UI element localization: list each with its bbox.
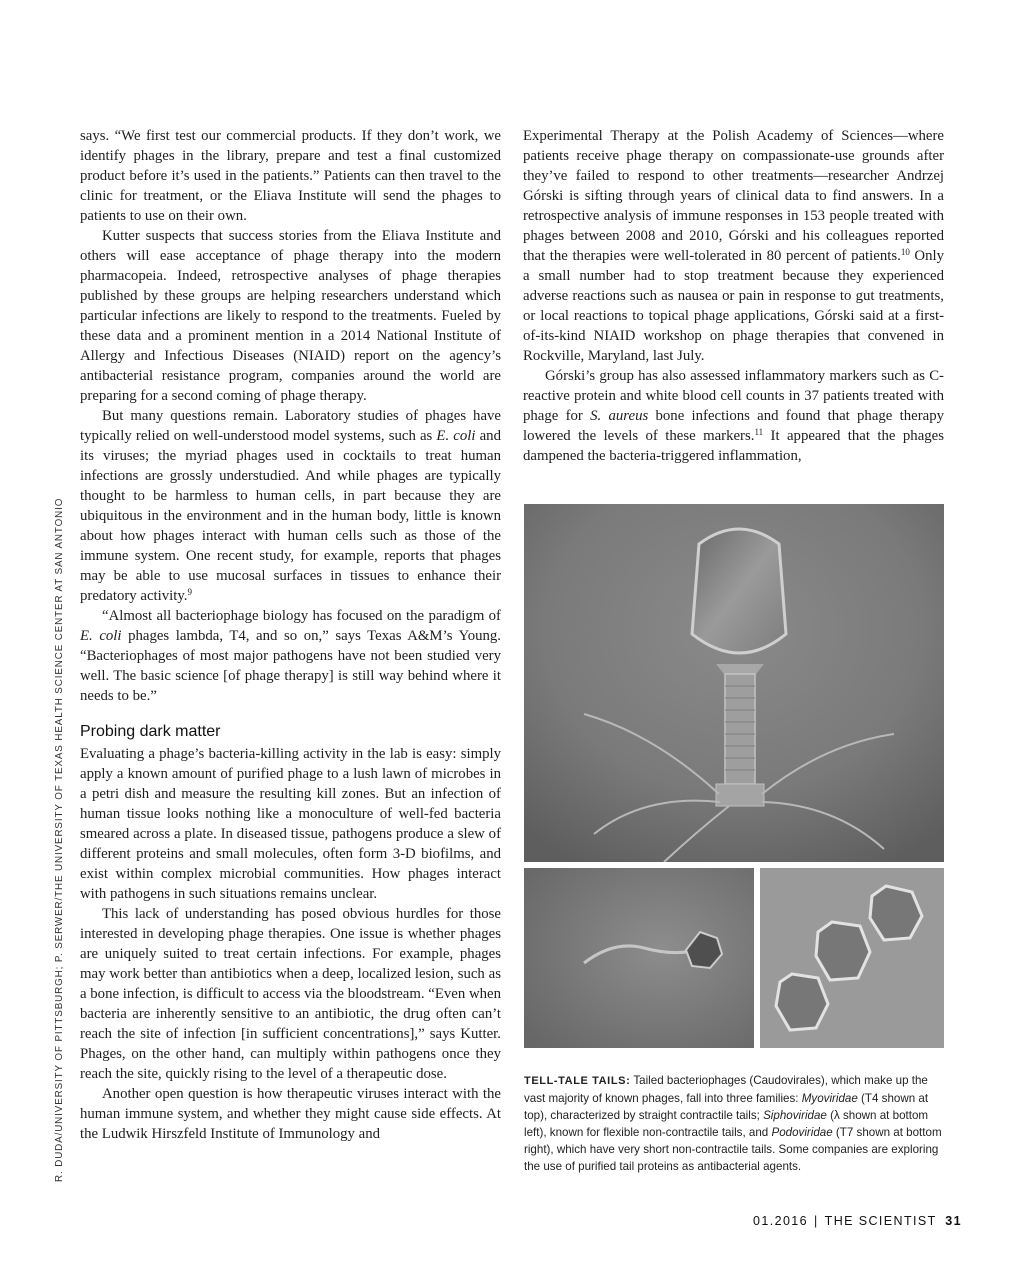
- page-footer: 01.2016 | THE SCIENTIST 31: [753, 1214, 962, 1228]
- right-column: [523, 126, 944, 466]
- paragraph: Górski’s group has also assessed inflammatory markers such as C-reactive protein and white blood cell counts in 37 patients treated with phage for S. aureus bone infections and found that phage therapy lowered the levels of these markers.$^{11}$ It appeared that the phages dampened the bacteria-triggered inflammation,: [523, 368, 945, 464]
- caption-label: TELL-TALE TAILS:: [524, 1075, 631, 1087]
- page-number: 31: [945, 1214, 962, 1228]
- figure-caption: TELL-TALE TAILS: Tailed bacteriophages (Caudovirales), which make up the vast majority of known phages, fall into three families: Myoviridae (T4 shown at top), characterized by straight contractile tails; Siphoviridae (λ shown at bottom left), known for flexible non-contractile tails, and Podoviridae (T7 shown at bottom right), which have very short non-contractile tails. Some companies are exploring the use of purified tail proteins as antibacterial agents.: [524, 1074, 942, 1173]
- section-subhead: Probing dark matter: [80, 723, 221, 740]
- reference-marker: 9: [187, 587, 193, 597]
- photo-credit: R. DUDA/UNIVERSITY OF PITTSBURGH; P. SERWER/THE UNIVERSITY OF TEXAS HEALTH SCIENCE CENTER AT SAN ANTONIO: [54, 497, 65, 1182]
- paragraph: But many questions remain. Laboratory studies of phages have typically relied on well-understood model systems, such as E. coli and its viruses; the myriad phages used in cocktails to treat human infections are grossly understudied. And while phages are typically thought to be harmless to human cells, in part because they are ubiquitous in the environment and in the human body, little is known about how phages interact with human cells such as those of the immune system. One recent study, for example, reports that phages may be able to use mucosal surfaces in tissues to enhance their predatory activity.$^9$: [80, 408, 501, 604]
- paragraph: “Almost all bacteriophage biology has focused on the paradigm of E. coli phages lambda, T4, and so on,” says Texas A&M’s Young. “Bacteriophages of most major pathogens have not been studied very well. The basic science [of phage therapy] is still way behind where it needs to be.”: [80, 608, 501, 704]
- left-column: [80, 126, 501, 1144]
- paragraph: Kutter suspects that success stories from the Eliava Institute and others will ease acceptance of phage therapy into the modern pharmacopeia. Indeed, retrospective analyses of phage therapies published by these groups are helping researchers understand which particular infections are likely to respond to the treatments. Fueled by these data and a prominent mention in a 2014 National Institute of Allergy and Infectious Diseases (NIAID) report on the agency’s antibacterial resistance program, companies around the world are preparing for a second coming of phage therapy.: [80, 228, 501, 404]
- paragraph: says. “We first test our commercial products. If they don’t work, we identify phages in the library, prepare and test a final customized product before it’s used in the patients.” Patients can then travel to the clinic for treatment, or the Eliava Institute will send the phages to patients to use on their own.: [80, 128, 501, 224]
- reference-marker: 11: [754, 427, 764, 437]
- reference-marker: 10: [900, 247, 910, 257]
- t7-phage-micrograph: [760, 868, 944, 1048]
- t4-phage-micrograph: [524, 504, 944, 862]
- paragraph: Experimental Therapy at the Polish Academy of Sciences—where patients receive phage therapy on compassionate-use grounds after they’ve failed to respond to other treatments—researcher Andrzej Górski is sifting through years of clinical data to find answers. In a retrospective analysis of immune responses in 153 people treated with phages between 2008 and 2010, Górski and his colleagues reported that the therapies were well-tolerated in 80 percent of patients.$^{10}$ Only a small number had to stop treatment because they experienced adverse reactions such as nausea or pain in response to gut treatments, or local reactions to topical phage applications, Górski said at a first-of-its-kind NIAID workshop on phage therapies that convened in Rockville, Maryland, last July.: [523, 128, 944, 364]
- issue-date: 01.2016: [753, 1214, 809, 1228]
- lambda-phage-micrograph: [524, 868, 754, 1048]
- paragraph: Another open question is how therapeutic viruses interact with the human immune system, and whether they might cause side effects. At the Ludwik Hirszfeld Institute of Immunology and: [80, 1086, 501, 1142]
- paragraph: This lack of understanding has posed obvious hurdles for those interested in developing phage therapies. One issue is whether phages are uniquely suited to treat certain infections. For example, phages may work better than antibiotics when a deep, localized lesion, such as a bone infection, is difficult to access via the bloodstream. “Even when bacteria are inherently sensitive to an antibiotic, the drug often can’t reach the site of infection [in sufficient concentrations],” says Kutter. Phages, on the other hand, can multiply within pathogens once they reach the site, quickly rising to the level of a therapeutic dose.: [80, 906, 501, 1082]
- publication-name: THE SCIENTIST: [824, 1214, 937, 1228]
- paragraph: Evaluating a phage’s bacteria-killing activity in the lab is easy: simply apply a known amount of purified phage to a lush lawn of microbes in a petri dish and measure the resulting kill zones. But an infection of human tissue looks nothing like a monoculture of well-fed bacteria smeared across a plate. In diseased tissue, pathogens produce a slew of different proteins and small molecules, often form 3-D biofilms, and exist within complex microbial communities. How phages interact with pathogens in such situations remains unclear.: [80, 746, 501, 902]
